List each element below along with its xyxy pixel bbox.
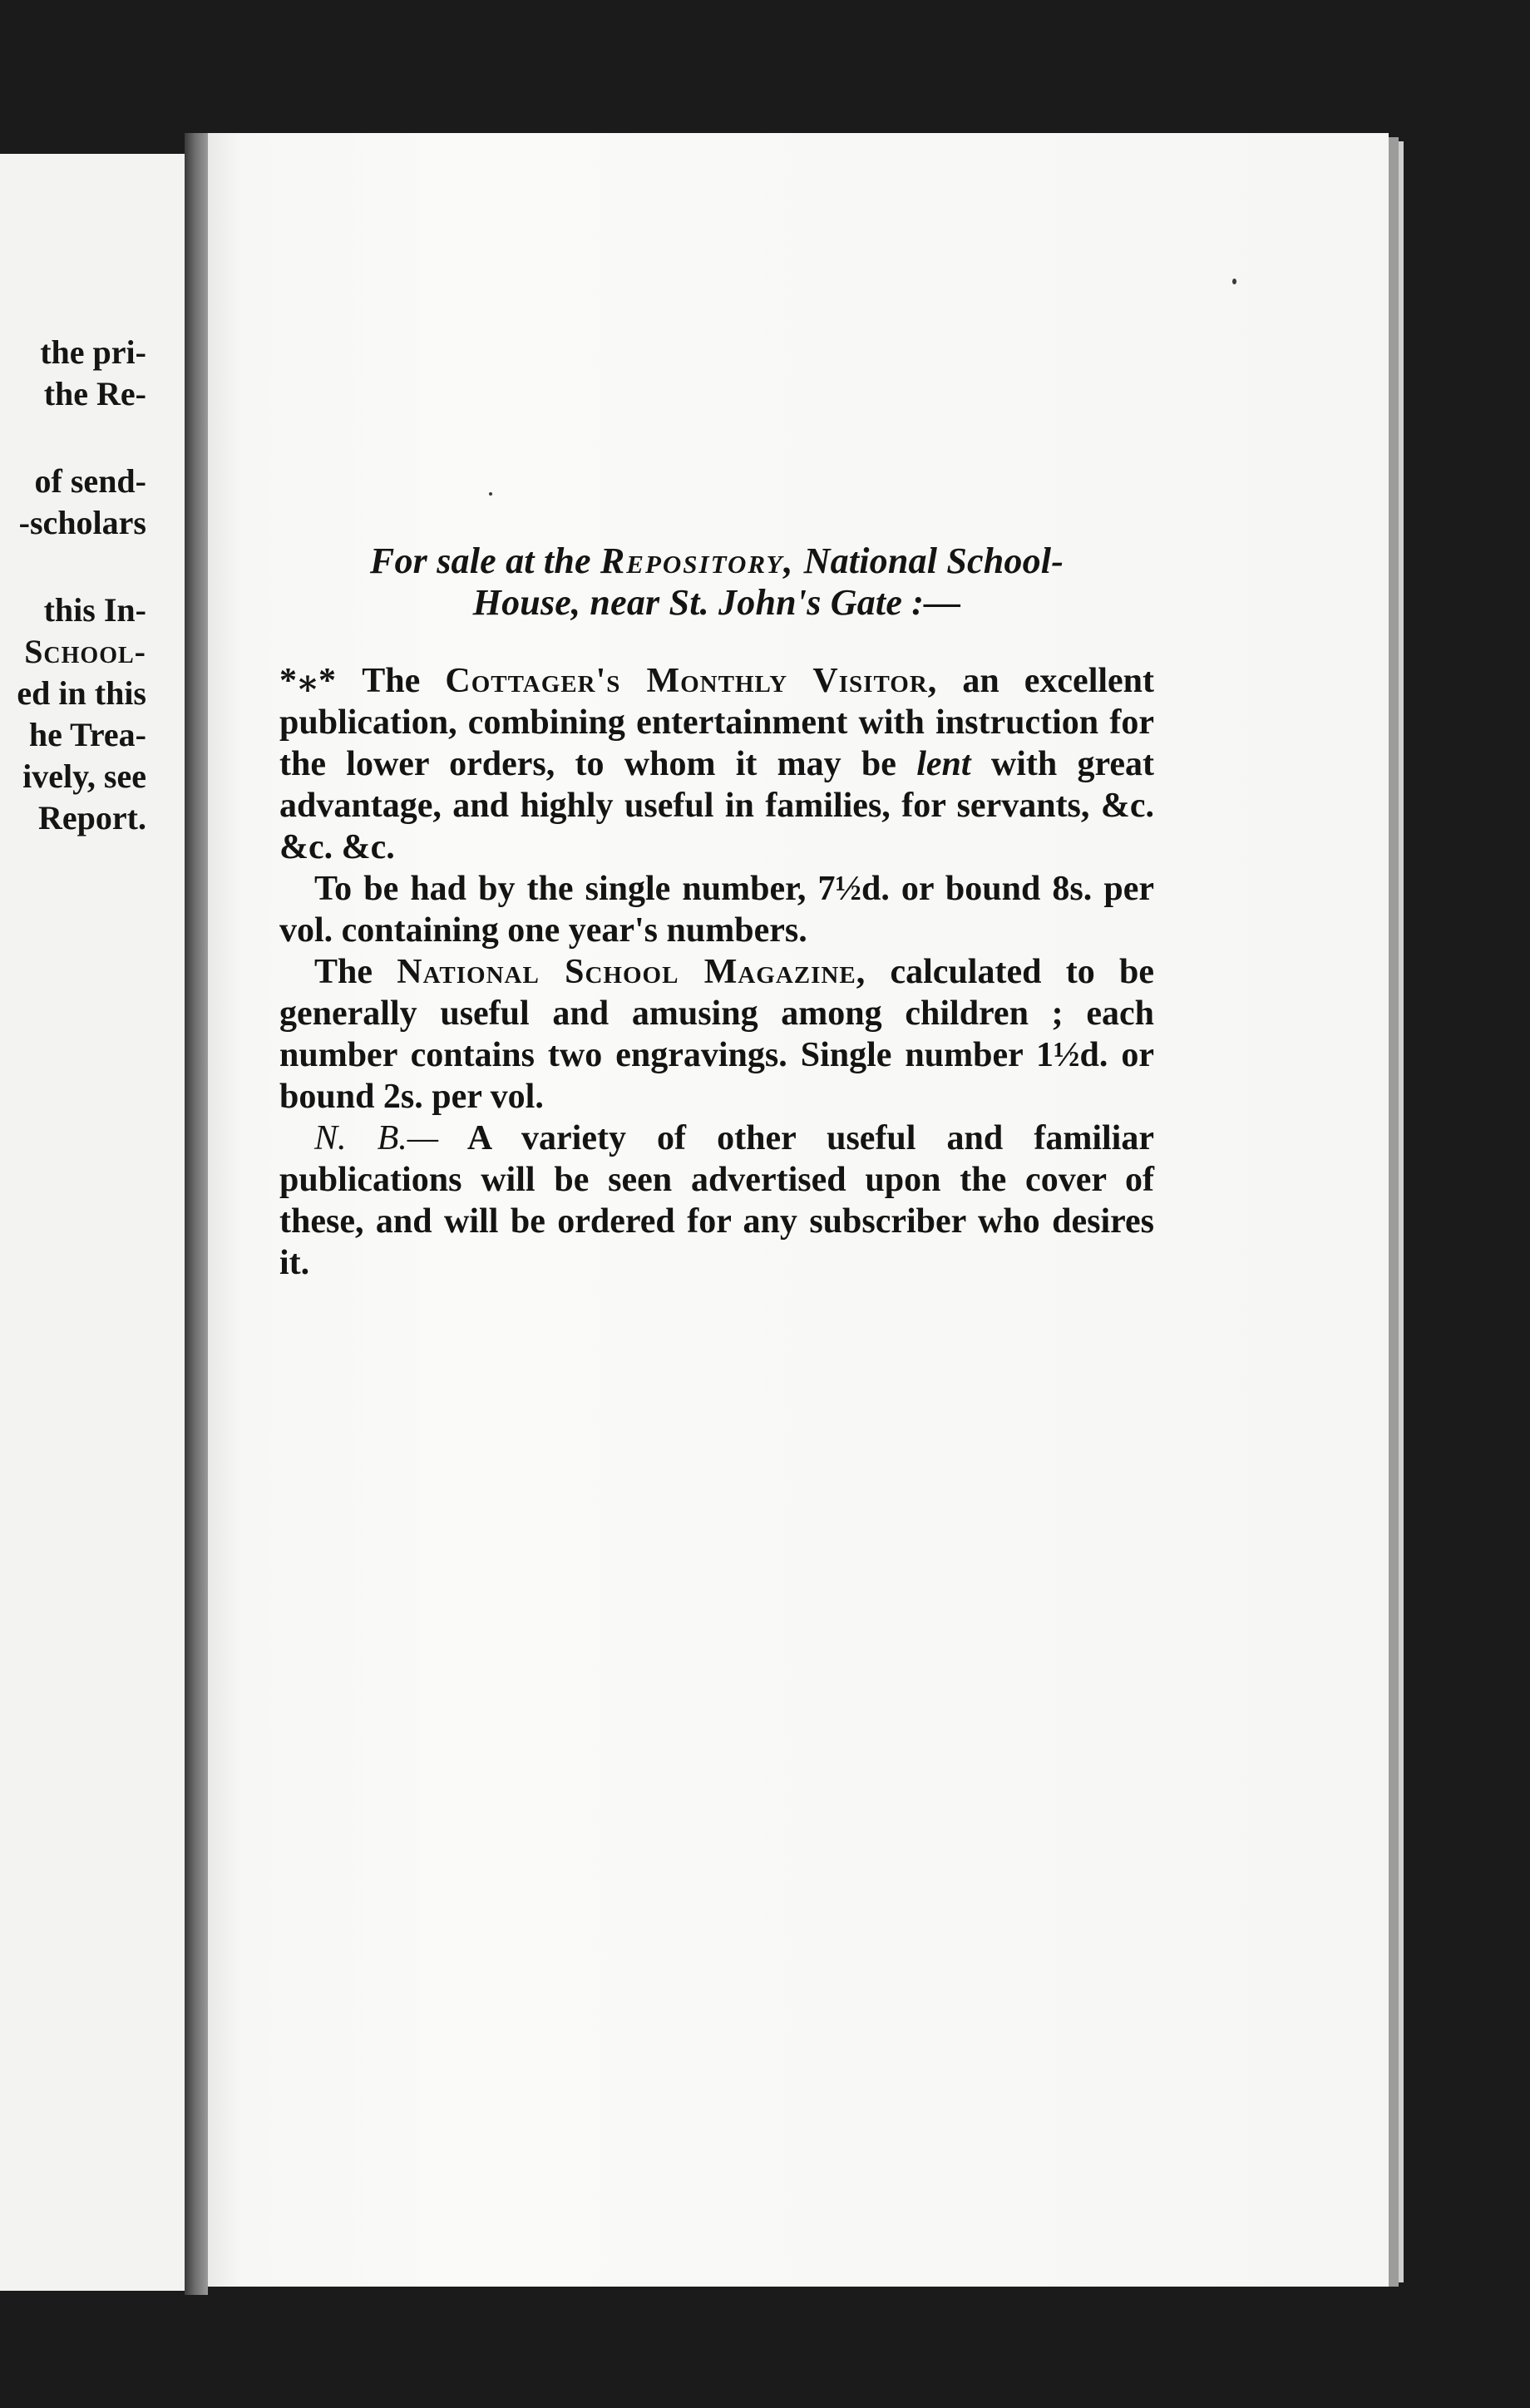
title-cottagers-monthly-visitor: Cottager's Monthly Visitor, [445,662,938,700]
left-line-7: ed in this [17,674,146,712]
notice-heading [279,540,1154,624]
heading-prefix: For sale at the [369,540,591,581]
nota-bene-label: N. B.— [314,1119,439,1157]
heading-repository: Repository, [600,540,795,581]
right-page [208,133,1389,2287]
left-line-10: Report. [38,799,146,836]
para1-text-a: an excellent publication, combining entertainment with instruction for the lower orders, to whom it may be [279,662,1155,783]
left-line-4: -scholars [18,504,146,541]
left-line-9: ively, see [22,757,146,795]
left-line-2: the Re- [43,375,146,412]
para3-text: calculated to be generally useful and amusing among children ; each number contains two engravings. Single number 1½d. or bound 2s. per vol. [279,953,1155,1116]
para1-text-b: with great advantage, and highly useful in families, for servants, &c. &c. &c. [279,745,1155,866]
book-gutter [185,133,208,2295]
left-line-6: School- [24,633,146,670]
page-edge-highlight [1399,141,1404,2282]
left-line-3: of send- [34,462,146,500]
paper-speck [489,492,492,496]
left-line-5: this In- [43,591,146,629]
advertisement-notice [279,540,1154,1284]
para4-text: A variety of other useful and familiar publications will be seen advertised upon the cover of these, and will be ordered for any subscriber who desires it. [279,1119,1154,1282]
paragraph-pricing: To be had by the single number, 7½d. or bound 8s. per vol. containing one year's numbers. [279,870,1154,950]
left-page [0,154,185,2291]
para3-the: The [314,953,373,991]
paragraph-school-magazine [279,951,1154,1118]
left-line-1: the pri- [40,333,146,371]
page-edge [1389,137,1399,2287]
heading-line2: House, near St. John's Gate :— [472,582,961,623]
paper-speck [1232,279,1236,284]
title-national-school-magazine: National School Magazine, [397,953,866,991]
para1-lent: lent [916,745,971,783]
left-line-8: he Trea- [28,716,146,753]
asterism: *⁎* [279,662,338,700]
para1-the: The [362,662,421,700]
paragraph-nota-bene [279,1118,1154,1284]
paragraph-cottagers-visitor [279,660,1154,868]
heading-line1-rest: National School- [803,540,1064,581]
